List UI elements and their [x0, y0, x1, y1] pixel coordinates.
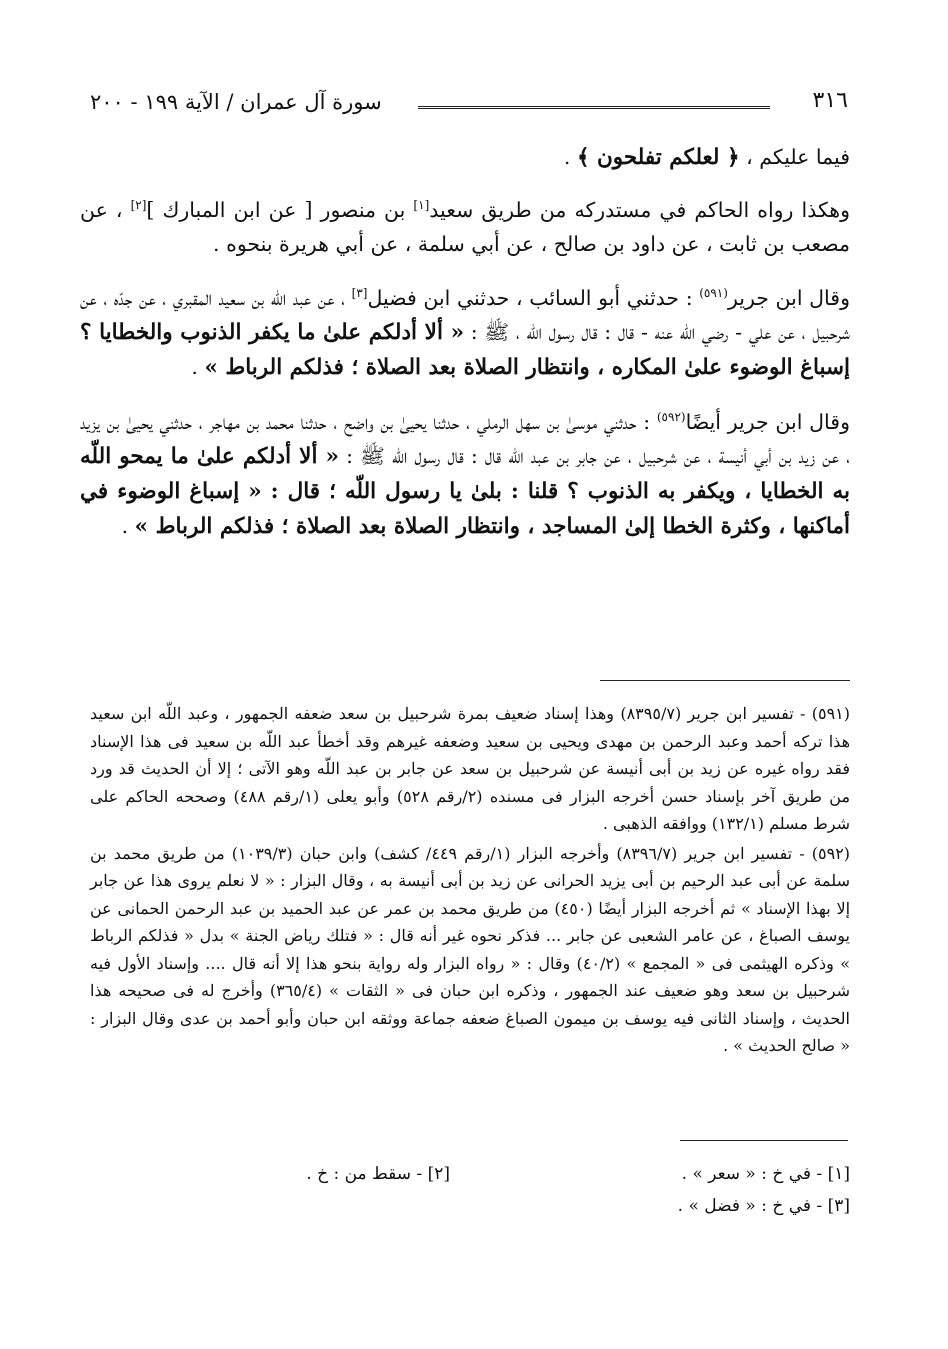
paragraph-2: وهكذا رواه الحاكم في مستدركه من طريق سعيد[١] بن منصور [ عن ابن المبارك ][٢] ، عن مصعب بن ثابت ، عن داود بن صالح ، عن أبي سلمة ، عن أبي هريرة بنحوه . — [80, 198, 850, 256]
paragraph-4: وقال ابن جرير أيضًا$^{(٥٩٢)}$ : حدثني موسىٰ بن سهل الرملي ، حدثنا يحيىٰ بن واضح ، حدثنا محمد بن مهاجر ، حدثني يحيىٰ بن يزيد ، عن زيد بن أبي أنيسة ، عن شرحبيل ، عن جابر بن عبد اللّه قال : قال رسول اللّه ﷺ : « ألا أدلكم علىٰ ما يمحو اللّه به الخطايا ، ويكفر به الذنوب ؟ قلنا : بلىٰ يا رسول اللّه ؛ قال : « إسباغ الوضوء في أماكنها ، وكثرة الخطا إلىٰ المساجد ، وانتظار الصلاة بعد الصلاة ؛ فذلكم الرباط » . — [80, 410, 850, 539]
variants-row-2 — [150, 1190, 850, 1222]
manuscript-variants — [150, 1158, 850, 1222]
variant-marker-1: [١] — [413, 198, 430, 213]
paragraph-3: وقال ابن جرير$^{(٥٩١)}$ : حدثني أبو السائب ، حدثني ابن فضيل[٣] ، عن عبد اللّه بن سعيد المقبري ، عن جدّه ، عن شرحبيل ، عن علي - رضي اللّه عنه - قال : قال رسول اللّه ، ﷺ : « ألا أدلكم علىٰ ما يكفر الذنوب والخطايا ؟ إسباغ الوضوء علىٰ المكاره ، وانتظار الصلاة بعد الصلاة ؛ فذلكم الرباط » . — [80, 286, 850, 380]
page-number: ٣١٦ — [812, 88, 848, 113]
variant-1: [١] - في خ : « سعر » . — [681, 1164, 850, 1184]
footnote-marker-592: (٥٩٢) — [656, 410, 686, 425]
footnote-rule — [600, 680, 850, 681]
hadith-quote-2: « ألا أدلكم علىٰ ما يمحو اللّه به الخطايا ، ويكفر به الذنوب ؟ قلنا : بلىٰ يا رسول اللّه ؛ قال : « إسباغ الوضوء في أماكنها ، وكثرة الخطا إلىٰ المساجد ، وانتظار الصلاة بعد الصلاة ؛ فذلكم الرباط » — [80, 444, 850, 539]
footnote-marker-591: (٥٩١) — [699, 286, 728, 301]
page-header — [90, 88, 848, 124]
footnote-592: (٥٩٢) - تفسير ابن جرير (٨٣٩٦/٧) وأخرجه البزار (١/رقم ٤٤٩/ كشف) وابن حبان (١٠٣٩/٣) من طريق محمد بن سلمة عن أبى عبد الرحيم بن أبى يزيد الحرانى عن زيد بن أبى أنيسة به ، وقال البزار : « لا نعلم يروى هذا عن جابر إلا بهذا الإسناد » ثم أخرجه البزار أيضًا (٤٥٠) من طريق محمد بن عمر عن عبد الحميد بن عبد الرحمن الحمانى عن يوسف الصباغ ، عن عامر الشعبى عن جابر ... فذكر نحوه غير أنه قال : « فتلك رياض الجنة » بدل « فذلكم الرباط » وذكره الهيثمى فى « المجمع » (٤٠/٢) وقال : « رواه البزار وله رواية بنحو هذا إلا أنه قال .... وإسناد الأول فيه شرحبيل بن سعد وهو ضعيف عند الجمهور ، وذكره ابن حبان فى « الثقات » (٣٦٥/٤) وأخرج له فى صحيحه هذا الحديث ، وإسناد الثانى فيه يوسف بن ميمون الصباغ ضعفه جماعة ووثقه ابن حبان وأبو أحمد بن عدى وقال البزار : « صالح الحديث » . — [90, 843, 851, 1055]
variant-2: [٢] - سقط من : خ . — [306, 1164, 450, 1184]
quran-quote: ﴿ لعلكم تفلحون ﴾ — [576, 145, 740, 170]
paragraph-1: فيما عليكم ، ﴿ لعلكم تفلحون ﴾ . — [563, 145, 850, 170]
footnote-591: (٥٩١) - تفسير ابن جرير (٨٣٩٥/٧) وهذا إسناد ضعيف بمرة شرحبيل بن سعد ضعفه الجمهور ، وعبد اللّه ابن سعيد هذا تركه أحمد وعبد الرحمن بن مهدى ويحيى بن سعيد وضعفه غيرهم وقد أخطأ عبد اللّه بن سعيد فى هذا الإسناد فقد رواه غيره عن زيد بن أبى أنيسة عن شرحبيل بن سعد عن جابر بن عبد اللّه وهو الآتى ؛ إلا أن الحديث قد ورد من طريق آخر بإسناد حسن أخرجه البزار فى مسنده (٢/رقم ٥٢٨) وأبو يعلى (١/رقم ٤٨٨) وصححه الحاكم على شرط مسلم (١٣٢/١) ووافقه الذهبى . — [90, 704, 851, 833]
header-rule — [418, 106, 770, 109]
variants-row-1 — [150, 1158, 850, 1190]
main-text — [80, 140, 850, 564]
variant-marker-2: [٢] — [130, 198, 147, 213]
variants-rule — [680, 1140, 848, 1141]
variant-3: [٣] - في خ : « فضل » . — [677, 1196, 850, 1216]
hadith-quote-1: « ألا أدلكم علىٰ ما يكفر الذنوب والخطايا ؟ إسباغ الوضوء علىٰ المكاره ، وانتظار الصلاة بعد الصلاة ؛ فذلكم الرباط » — [80, 320, 850, 380]
footnotes — [90, 700, 850, 1062]
variant-marker-3: [٣] — [351, 286, 368, 301]
running-title: سورة آل عمران / الآية ١٩٩ - ٢٠٠ — [90, 90, 382, 114]
